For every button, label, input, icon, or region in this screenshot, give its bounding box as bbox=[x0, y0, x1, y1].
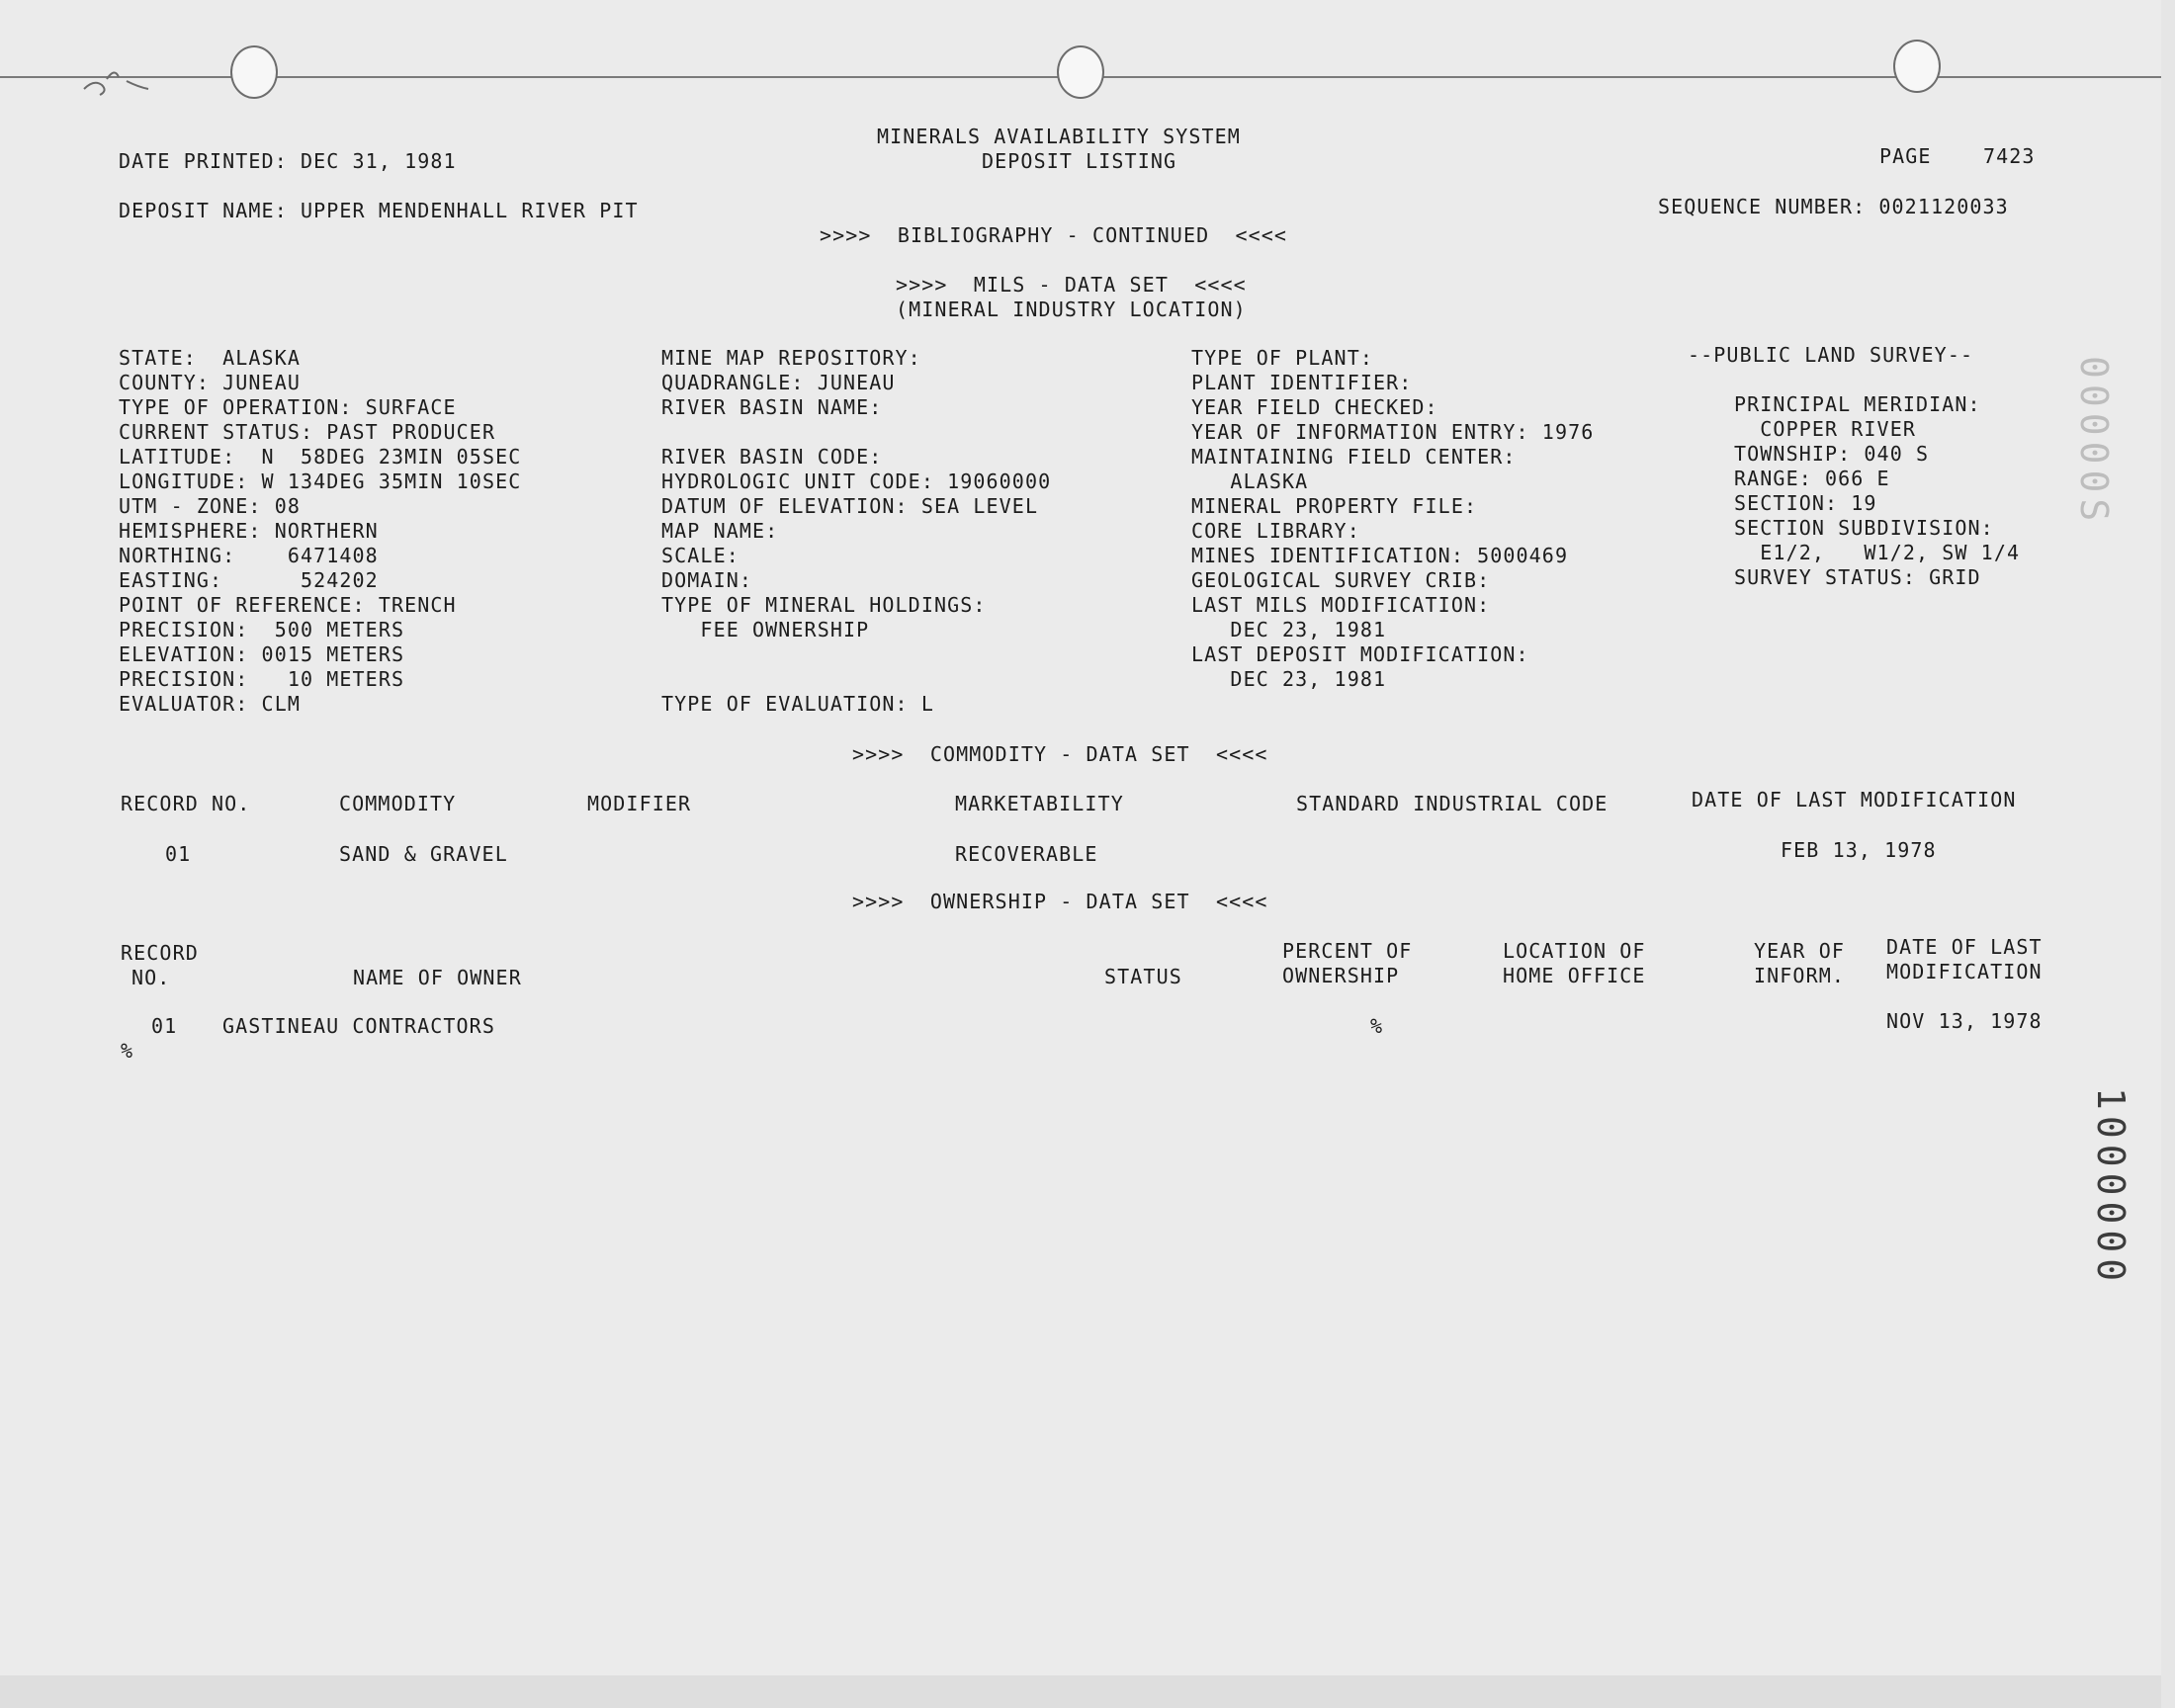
commodity-col-last-mod: DATE OF LAST MODIFICATION bbox=[1692, 788, 2017, 811]
quadrangle-field: QUADRANGLE: JUNEAU bbox=[661, 371, 896, 394]
punch-hole-right bbox=[1893, 40, 1941, 93]
ownership-col-percent-1: PERCENT OF bbox=[1282, 939, 1413, 963]
blank-line bbox=[661, 667, 1051, 692]
elevation-field: ELEVATION: 0015 METERS bbox=[119, 642, 405, 666]
plant-type-field: TYPE OF PLANT: bbox=[1191, 346, 1373, 370]
commodity-name: SAND & GRAVEL bbox=[339, 842, 508, 866]
punch-hole-left bbox=[230, 45, 278, 99]
blank-line bbox=[661, 420, 1051, 445]
margin-mark-lower: 1000000 bbox=[2089, 1087, 2132, 1288]
county-field: COUNTY: JUNEAU bbox=[119, 371, 301, 394]
commodity-last-mod: FEB 13, 1978 bbox=[1781, 838, 1937, 862]
ownership-col-status: STATUS bbox=[1104, 965, 1182, 988]
ownership-heading: >>>> OWNERSHIP - DATA SET <<<< bbox=[852, 890, 1268, 913]
mine-map-repository-field: MINE MAP REPOSITORY: bbox=[661, 346, 921, 370]
northing-field: NORTHING: 6471408 bbox=[119, 544, 379, 567]
section-subdivision-field: SECTION SUBDIVISION: bbox=[1734, 516, 1994, 540]
commodity-heading: >>>> COMMODITY - DATA SET <<<< bbox=[852, 742, 1268, 766]
listing-title: DEPOSIT LISTING bbox=[982, 149, 1177, 173]
ownership-col-record-1: RECORD bbox=[121, 941, 199, 965]
page-label: PAGE bbox=[1879, 144, 1932, 168]
section-subdivision-value: E1/2, W1/2, SW 1/4 bbox=[1734, 541, 2021, 564]
page-bottom-band bbox=[0, 1675, 2161, 1708]
evaluation-type-field: TYPE OF EVALUATION: L bbox=[661, 692, 934, 716]
mineral-property-file-field: MINERAL PROPERTY FILE: bbox=[1191, 494, 1478, 518]
evaluator-field: EVALUATOR: CLM bbox=[119, 692, 301, 716]
page-number: 7423 bbox=[1983, 144, 2036, 168]
commodity-marketability: RECOVERABLE bbox=[955, 842, 1098, 866]
ownership-col-date-2: MODIFICATION bbox=[1886, 960, 2043, 983]
last-deposit-modification-field: LAST DEPOSIT MODIFICATION: bbox=[1191, 642, 1529, 666]
date-printed: DATE PRINTED: DEC 31, 1981 bbox=[119, 149, 457, 173]
owner-last-mod: NOV 13, 1978 bbox=[1886, 1009, 2043, 1033]
system-title: MINERALS AVAILABILITY SYSTEM bbox=[877, 125, 1241, 148]
pencil-mark bbox=[79, 59, 188, 109]
commodity-col-record-no: RECORD NO. bbox=[121, 792, 251, 815]
commodity-record-no: 01 bbox=[165, 842, 192, 866]
ownership-col-year-2: INFORM. bbox=[1754, 964, 1845, 987]
commodity-col-commodity: COMMODITY bbox=[339, 792, 457, 815]
ownership-col-date-1: DATE OF LAST bbox=[1886, 935, 2043, 959]
last-mils-modification-date: DEC 23, 1981 bbox=[1191, 618, 1387, 641]
last-deposit-modification-date: DEC 23, 1981 bbox=[1191, 667, 1387, 691]
utm-zone-field: UTM - ZONE: 08 bbox=[119, 494, 301, 518]
principal-meridian-value: COPPER RIVER bbox=[1734, 417, 1916, 441]
map-name-field: MAP NAME: bbox=[661, 519, 779, 543]
ownership-col-location-1: LOCATION OF bbox=[1503, 939, 1646, 963]
hemisphere-field: HEMISPHERE: NORTHERN bbox=[119, 519, 379, 543]
current-status-field: CURRENT STATUS: PAST PRODUCER bbox=[119, 420, 496, 444]
township-field: TOWNSHIP: 040 S bbox=[1734, 442, 1930, 466]
punch-hole-center bbox=[1057, 45, 1104, 99]
section-field: SECTION: 19 bbox=[1734, 491, 1877, 515]
latitude-field: LATITUDE: N 58DEG 23MIN 05SEC bbox=[119, 445, 522, 469]
domain-field: DOMAIN: bbox=[661, 568, 752, 592]
public-land-survey-heading: --PUBLIC LAND SURVEY-- bbox=[1688, 343, 1974, 367]
ownership-col-name: NAME OF OWNER bbox=[353, 966, 522, 989]
hydrologic-unit-code-field: HYDROLOGIC UNIT CODE: 19060000 bbox=[661, 470, 1052, 493]
scale-field: SCALE: bbox=[661, 544, 740, 567]
field-center-value: ALASKA bbox=[1191, 470, 1309, 493]
bibliography-continued: >>>> BIBLIOGRAPHY - CONTINUED <<<< bbox=[820, 223, 1288, 247]
mils-heading: >>>> MILS - DATA SET <<<< bbox=[896, 273, 1247, 297]
owner-name: GASTINEAU CONTRACTORS bbox=[222, 1014, 495, 1038]
mils-column-1 bbox=[119, 346, 521, 717]
range-field: RANGE: 066 E bbox=[1734, 467, 1890, 490]
year-field-checked-field: YEAR FIELD CHECKED: bbox=[1191, 395, 1438, 419]
longitude-field: LONGITUDE: W 134DEG 35MIN 10SEC bbox=[119, 470, 522, 493]
field-center-field: MAINTAINING FIELD CENTER: bbox=[1191, 445, 1517, 469]
mineral-holdings-field: TYPE OF MINERAL HOLDINGS: bbox=[661, 593, 987, 617]
margin-mark-upper: 00000S bbox=[2072, 356, 2116, 528]
ownership-col-percent-2: OWNERSHIP bbox=[1282, 964, 1400, 987]
survey-status-field: SURVEY STATUS: GRID bbox=[1734, 565, 1981, 589]
elevation-datum-field: DATUM OF ELEVATION: SEA LEVEL bbox=[661, 494, 1039, 518]
sequence-number: SEQUENCE NUMBER: 0021120033 bbox=[1658, 195, 2009, 218]
easting-field: EASTING: 524202 bbox=[119, 568, 379, 592]
operation-type-field: TYPE OF OPERATION: SURFACE bbox=[119, 395, 457, 419]
survey-crib-field: GEOLOGICAL SURVEY CRIB: bbox=[1191, 568, 1491, 592]
commodity-col-marketability: MARKETABILITY bbox=[955, 792, 1124, 815]
owner-percent: % bbox=[1370, 1014, 1384, 1038]
plant-identifier-field: PLANT IDENTIFIER: bbox=[1191, 371, 1413, 394]
commodity-col-modifier: MODIFIER bbox=[587, 792, 692, 815]
reference-point-field: POINT OF REFERENCE: TRENCH bbox=[119, 593, 457, 617]
mines-identification-field: MINES IDENTIFICATION: 5000469 bbox=[1191, 544, 1569, 567]
elevation-precision-field: PRECISION: 10 METERS bbox=[119, 667, 405, 691]
mils-column-2 bbox=[661, 346, 1051, 717]
year-information-entry-field: YEAR OF INFORMATION ENTRY: 1976 bbox=[1191, 420, 1595, 444]
commodity-col-sic: STANDARD INDUSTRIAL CODE bbox=[1296, 792, 1609, 815]
mineral-holdings-value: FEE OWNERSHIP bbox=[661, 618, 870, 641]
mils-column-3 bbox=[1191, 346, 1594, 692]
principal-meridian-field: PRINCIPAL MERIDIAN: bbox=[1734, 392, 1981, 416]
ownership-col-location-2: HOME OFFICE bbox=[1503, 964, 1646, 987]
river-basin-name-field: RIVER BASIN NAME: bbox=[661, 395, 883, 419]
state-field: STATE: ALASKA bbox=[119, 346, 301, 370]
deposit-name: DEPOSIT NAME: UPPER MENDENHALL RIVER PIT bbox=[119, 199, 639, 222]
river-basin-code-field: RIVER BASIN CODE: bbox=[661, 445, 883, 469]
precision-field: PRECISION: 500 METERS bbox=[119, 618, 405, 641]
public-land-survey bbox=[1734, 392, 2020, 590]
ownership-col-year-1: YEAR OF bbox=[1754, 939, 1845, 963]
blank-line bbox=[661, 642, 1051, 667]
owner-record-no: 01 bbox=[151, 1014, 178, 1038]
last-mils-modification-field: LAST MILS MODIFICATION: bbox=[1191, 593, 1491, 617]
ownership-col-record-2: NO. bbox=[131, 966, 171, 989]
core-library-field: CORE LIBRARY: bbox=[1191, 519, 1360, 543]
footer-percent-mark: % bbox=[121, 1039, 134, 1063]
mils-subheading: (MINERAL INDUSTRY LOCATION) bbox=[896, 298, 1247, 321]
